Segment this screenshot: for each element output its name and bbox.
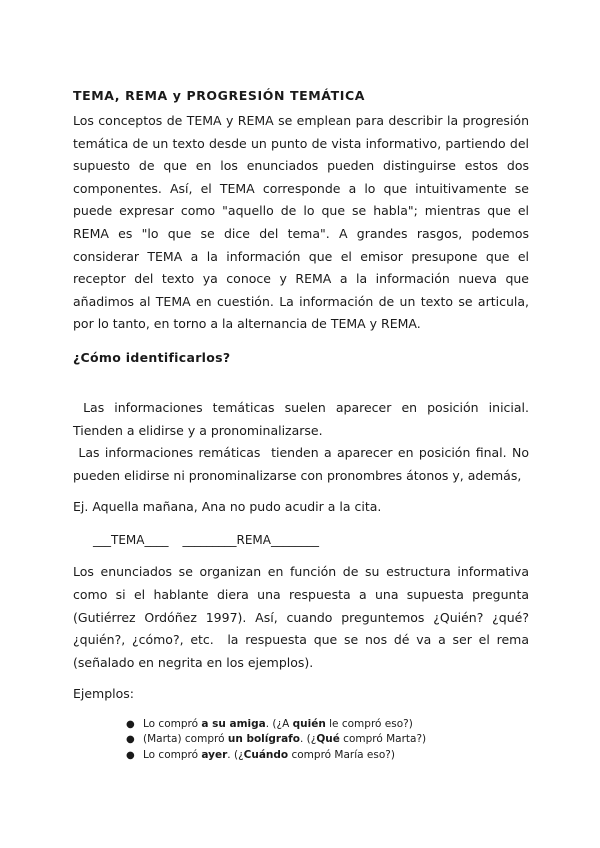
document-page [73, 88, 533, 763]
list-item: ● (Marta) compró un bolígrafo. (¿Qué compró Marta?) [126, 732, 529, 748]
explanation-paragraph: Los enunciados se organizan en función de su estructura informativa como si el hablante diera una respuesta a una supuesta pregunta (Gutiérrez Ordóñez 1997). Así, cuando preguntemos ¿Quién? ¿qué? ¿quién?, ¿cómo?, etc. la respuesta que se nos dé va a ser el rema (señalado en negrita en los ejemplos). [73, 564, 533, 670]
bullet-icon: ● [126, 734, 135, 746]
examples-list [73, 717, 529, 764]
example-sentence: Ej. Aquella mañana, Ana no pudo acudir a la cita. [73, 499, 382, 515]
bullet-icon: ● [126, 749, 135, 761]
intro-paragraph: Los conceptos de TEMA y REMA se emplean para describir la progresión temática de un texto desde un punto de vista informativo, partiendo del supuesto de que en los enunciados pueden distinguirse estos dos componentes. Así, el TEMA corresponde a lo que intuitivamente se puede expresar como "aquello de lo que se habla"; mientras que el REMA es "lo que se dice del tema". A grandes rasgos, podemos considerar TEMA a la información que el emisor presupone que el receptor del texto ya conoce y REMA a la información nueva que añadimos al TEMA en cuestión. La información de un texto se articula, por lo tanto, en torno a la alternancia de TEMA y REMA. [73, 113, 529, 332]
tema-rema-blanks [73, 530, 529, 550]
question-word: Qué [316, 733, 340, 746]
rema-highlight: un bolígrafo [227, 733, 300, 746]
document-title: TEMA, REMA y PROGRESIÓN TEMÁTICA [73, 88, 366, 103]
rema-highlight: ayer [201, 748, 228, 761]
list-item: ● Lo compró ayer. (¿Cuándo compró María eso?) [126, 748, 529, 764]
bullet-icon: ● [126, 718, 135, 730]
question-word: Cuándo [243, 748, 289, 761]
examples-label: Ejemplos: [73, 686, 135, 702]
list-item: ● Lo compró a su amiga. (¿A quién le compró eso?) [126, 717, 529, 733]
tema-blank: ___TEMA____ [93, 533, 169, 548]
rema-blank: _________REMA________ [182, 533, 319, 548]
section-heading: ¿Cómo identificarlos? [73, 349, 231, 365]
question-word: quién [292, 717, 326, 730]
tematicas-paragraph: Las informaciones temáticas suelen aparecer en posición inicial. Tienden a elidirse y a pronominalizarse. [73, 399, 533, 438]
rematicas-paragraph: Las informaciones remáticas tienden a aparecer en posición final. No pueden elidirse ni pronominalizarse con pronombres átonos y, además, [73, 445, 533, 483]
rema-highlight: a su amiga [201, 717, 266, 730]
